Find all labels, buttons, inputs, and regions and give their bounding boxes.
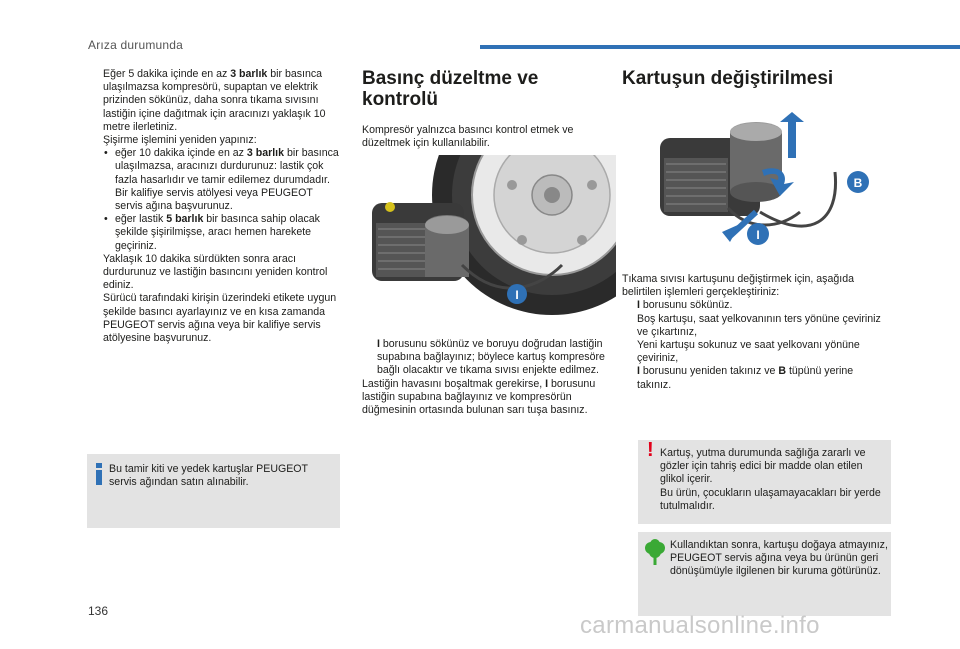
list-item	[88, 134, 340, 147]
column-right	[622, 68, 890, 89]
sub-list-item	[88, 147, 340, 213]
paragraph: Lastiğin havasını boşaltmak gerekirse, I borusunu lastiğin supabına bağlayınız ve kompresörün düğmesinin ortasında bulunan sarı tuşa basınız.	[362, 377, 596, 417]
column-left	[88, 68, 340, 345]
section-heading: Kartuşun değiştirilmesi	[622, 68, 834, 89]
column-right-lower	[622, 273, 890, 392]
item-text: Sürücü tarafındaki kirişin üzerindeki etikete uygun şekilde basıncı ayarlayınız ve en kısa zamanda PEUGEOT servis ağına veya bir kalifiye servis atölyesine başvurunuz.	[103, 292, 337, 345]
item-bold: 3 barlık	[230, 68, 268, 80]
item-text: eğer 10 dakika içinde en az	[115, 147, 247, 160]
info-box	[87, 454, 340, 528]
item-bold: 5 barlık	[166, 213, 204, 226]
page-number: 136	[88, 604, 109, 618]
tree-icon	[644, 539, 666, 565]
item-text: bir basınca sahip olacak şekilde şişirilmişse, aracı hemen harekete geçiriniz.	[115, 213, 320, 252]
eco-box	[638, 532, 891, 616]
column-middle-lower	[362, 338, 616, 417]
compressor-wheel-illustration	[362, 155, 616, 323]
list-item: I borusunu yeniden takınız ve B tüpünü yerine takınız.	[637, 365, 854, 391]
section-heading: Basınç düzeltme ve kontrolü	[362, 68, 539, 110]
list-item: Yeni kartuşu sokunuz ve saat yelkovanı yönüne çeviriniz,	[637, 339, 860, 365]
item-text: bir basınca ulaşılmazsa kompresörü, supaptan ve elektrik prizinden sökünüz, daha sonra tıkama sıvısını lastiğin içine dağıtmak için aracınızı yaklaşık 10 metre ilerletiniz.	[103, 68, 326, 133]
item-text: borusunu sökünüz ve boruyu doğrudan lastiğin supabına bağlayınız; böylece kartuş kompresöre bağlı olacaktır ve tıkama sıvısı enjekte edilmez.	[377, 338, 605, 377]
intro-text: Tıkama sıvısı kartuşunu değiştirmek için, aşağıda belirtilen işlemleri gerçekleştiriniz:	[622, 273, 854, 299]
list-item	[88, 68, 340, 134]
warning-box	[638, 440, 891, 524]
section-title: Arıza durumunda	[88, 38, 184, 52]
cartridge-replacement-illustration	[660, 112, 878, 264]
label-B: B	[853, 176, 863, 190]
item-text: Şişirme işlemini yeniden yapınız:	[103, 134, 257, 147]
item-text: eğer lastik	[115, 213, 167, 226]
header-accent-bar	[480, 45, 960, 49]
intro-text: Kompresör yalnızca basıncı kontrol etmek ve düzeltmek için kullanılabilir.	[362, 124, 574, 150]
sub-list-item	[88, 213, 340, 253]
info-text: Bu tamir kiti ve yedek kartuşlar PEUGEOT servis ağından satın alınabilir.	[109, 463, 308, 489]
watermark: carmanualsonline.info	[580, 612, 820, 639]
item-bold: I	[377, 338, 380, 350]
info-icon	[95, 463, 103, 485]
item-text: Eğer 5 dakika içinde en az	[103, 68, 231, 80]
item-bold: 3 barlık	[246, 147, 285, 160]
column-middle	[362, 68, 616, 150]
list-item: I borusunu sökünüz.	[637, 299, 733, 312]
label-I: I	[756, 228, 760, 242]
eco-text: Kullandıktan sonra, kartuşu doğaya atmayınız, PEUGEOT servis ağına veya bu ürünün geri dönüşümüyle ilgilenen bir kuruma götürünüz.	[670, 539, 888, 578]
sub-bullet-icon: •	[104, 147, 108, 160]
list-item	[88, 292, 340, 345]
warning-icon: !	[647, 439, 654, 461]
list-item	[362, 338, 616, 378]
sub-bullet-icon: •	[104, 213, 108, 226]
item-text: bir basınca ulaşılmazsa, aracınızı durdurunuz: lastik çok fazla hasarlıdır ve tamir edilemez durumdadır. Bir kalifiye servis atölyesi veya PEUGEOT servis ağına başvurunuz.	[115, 147, 339, 213]
list-item	[88, 253, 340, 293]
list-item: Boş kartuşu, saat yelkovanının ters yönüne çeviriniz ve çıkartınız,	[637, 312, 881, 338]
warning-text: Kartuş, yutma durumunda sağlığa zararlı ve gözler için tahriş edici bir madde olan etilen glikol içerir. Bu ürün, çocukların ulaşamayacakları bir yerde tutulmalıdır.	[660, 447, 881, 512]
label-I: I	[515, 288, 519, 302]
item-text: Yaklaşık 10 dakika sürdükten sonra aracı durdurunuz ve lastiğin basıncını yeniden kontrol ediniz.	[103, 252, 328, 292]
